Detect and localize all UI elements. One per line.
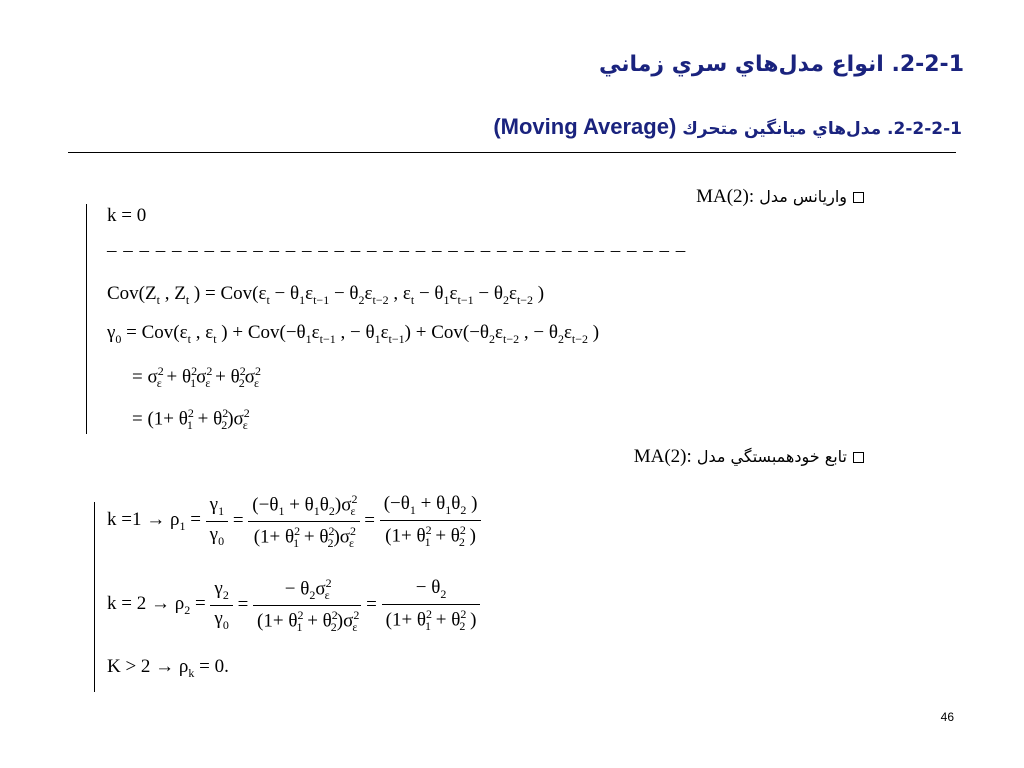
- bullet-acf-model: :MA(2): [633, 446, 692, 467]
- bullet-acf-text: تابع خودهمبستگي مدل: [696, 447, 847, 466]
- gamma0-equation: $\gamma_0 = Cov(\varepsilon_t$ , $\varepsilon_t$ ) + $Cov(-\theta_1\varepsilon_{t-1}$ , − $\theta_1\varepsilon_{t-1}) + Cov(-\theta_2\varepsilon_{t-2}$ , − $\theta_2\varepsilon_{t-2}$ ): [107, 322, 600, 346]
- bullet-variance: [696, 186, 864, 208]
- rho1-equation: $k =1 \to \rho_1$ = $\frac{\gamma_1}{\gamma_0}$ = $\frac{(-\theta_1 + \theta_1\theta_2)\sigma^2_\varepsilon}{(1+ \theta^2_1 + \theta^2_2)\sigma^2_\varepsilon}$ = $\frac{(-\theta_1 + \theta_1\theta_2 )}{(1+ \theta^2_1 + \theta^2_2 )}$: [107, 492, 481, 551]
- title-divider: [68, 152, 956, 153]
- rho-k-equation: $K > 2 \to \rho_k = 0$.: [107, 656, 229, 680]
- subtitle-persian: 2-2-2-1. مدل‌هاي ميانگين متحرك: [682, 119, 962, 139]
- equation-bracket: [86, 204, 87, 434]
- k-zero-line: k = 0: [107, 205, 147, 226]
- checkbox-bullet-icon: [853, 452, 864, 463]
- bullet-variance-text: واريانس مدل: [759, 187, 847, 206]
- page-number: 46: [940, 710, 954, 724]
- variance-result: = $(1+ \theta^2_1 + \theta^2_2)\sigma^2_\varepsilon$: [132, 406, 250, 433]
- bullet-acf: [634, 446, 864, 468]
- bullet-variance-model: :MA(2): [696, 186, 755, 207]
- slide-title: 2-2-1. انواع مدل‌هاي سري زماني: [599, 52, 964, 77]
- subtitle-english: (Moving Average): [493, 114, 677, 139]
- rho2-equation: $k = 2 \to \rho_2$ = $\frac{\gamma_2}{\gamma_0}$ = $\frac{- \theta_2\sigma^2_\varepsilon}{(1+ \theta^2_1 + \theta^2_2)\sigma^2_\varepsilon}$ = $\frac{- \theta_2}{(1+ \theta^2_1 + \theta^2_2 )}$: [107, 576, 480, 635]
- checkbox-bullet-icon: [853, 192, 864, 203]
- slide-subtitle: [493, 114, 962, 140]
- variance-sum: = $\sigma^2_\varepsilon + \theta^2_1\sigma^2_\varepsilon + \theta^2_2\sigma^2_\varepsilon$: [132, 364, 261, 391]
- acf-bracket: [94, 502, 95, 692]
- dashed-separator: – – – – – – – – – – – – – – – – – – – – – – – – – – – – – – – – – – – –: [107, 240, 687, 261]
- cov-equation: $Cov(Z_t$ , $Z_t$ ) = $Cov(\varepsilon_t - \theta_1\varepsilon_{t-1} - \theta_2\varepsilon_{t-2}$ , $\varepsilon_t - \theta_1\varepsilon_{t-1} - \theta_2\varepsilon_{t-2}$ ): [107, 283, 545, 307]
